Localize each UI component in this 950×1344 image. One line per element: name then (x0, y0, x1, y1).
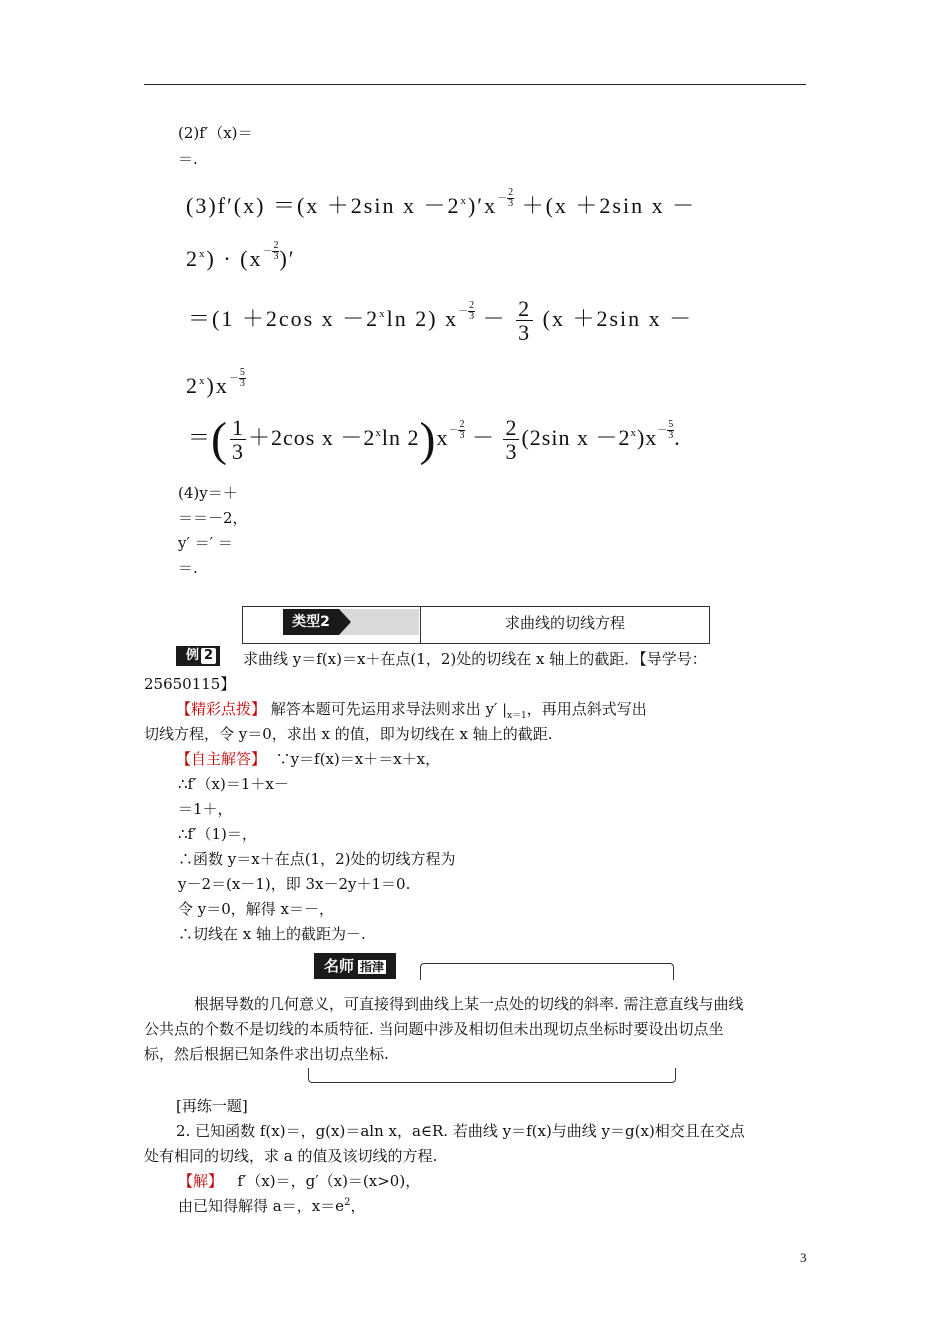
part4-line1: (4)y＝＋ (178, 484, 238, 502)
teacher-note-p2: 公共点的个数不是切线的本质特征. 当问题中涉及相切但未出现切点坐标时要设出切点坐 (144, 1020, 724, 1038)
practice-question-1: 2. 已知函数 f(x)＝，g(x)＝aln x，a∈R. 若曲线 y＝f(x)与曲线 y＝g(x)相交且在交点 (176, 1122, 745, 1140)
solution-line3: ＝1＋， (178, 800, 233, 818)
type-title: 求曲线的切线方程 (420, 607, 709, 643)
header-rule (144, 84, 806, 85)
formula-line3: ＝(1 ＋2cos $x -2^x\ln$ 2) x－ $\frac{2}{3}$ － $\frac{2}{3}$ (x ＋2sin x － (188, 296, 694, 345)
teacher-note-p3: 标，然后根据已知条件求出切点坐标. (144, 1045, 389, 1063)
formula-line4: $2^x)x-$ $\frac{5}{3}$ (186, 367, 245, 398)
solution-line5: ∴函数 y＝x＋在点(1，2)处的切线方程为 (178, 850, 456, 868)
page-number: 3 (800, 1250, 807, 1265)
answer-label: 【解】 (178, 1172, 224, 1190)
teacher-note-label: 名师 指津 (314, 953, 396, 979)
solution-line4: ∴f′（1)＝， (178, 825, 257, 843)
part4-line3: y′ ＝′ ＝ (178, 534, 233, 552)
part4-line2: ＝＝－2， (178, 509, 248, 527)
part2-line2: ＝. (178, 150, 198, 168)
practice-question-2: 处有相同的切线，求 a 的值及该切线的方程. (144, 1147, 438, 1165)
hint-line1: 【精彩点拨】 解答本题可先运用求导法则求出 y′ $|_{x=1}$，再用点斜式写出 (176, 700, 647, 721)
practice-answer-2: 由已知得解得 a＝，$x=e^2$， (178, 1197, 366, 1215)
part4-line4: ＝. (178, 559, 198, 577)
solution-line2: ∴f′（x)＝1＋x－ (178, 775, 289, 793)
hint-label: 【精彩点拨】 (176, 700, 267, 718)
formula-line5: ＝( $\frac{1}{3}$ ＋2cos $x -2^x\ln$ 2)x－ $\frac{2}{3}$ － $\frac{2}{3}$ (2sin $x -2^x)x-$ $\frac{5}{3}$. (188, 413, 681, 466)
hint-line2: 切线方程，令 y＝0，求出 x 的值，即为切线在 x 轴上的截距. (144, 725, 553, 743)
solution-line8: ∴切线在 x 轴上的截距为－. (178, 925, 366, 943)
practice-label: [再练一题] (176, 1097, 248, 1115)
formula-line1: (3)f′(x) ＝(x ＋2sin $x -2^x)'x-$ $\frac{2}{3} +(x +2\sin$ x － (186, 187, 697, 218)
solution-line7: 令 y＝0，解得 x＝－， (178, 900, 335, 918)
solution-line6: y－2＝(x－1)，即 3x－2y＋1＝0. (178, 875, 411, 893)
solution-label: 【自主解答】 (176, 750, 267, 768)
example-label: 例 2 (176, 646, 220, 666)
teacher-note-top-border (420, 963, 674, 980)
teacher-note-bottom-border (308, 1068, 676, 1083)
teacher-note-p1: 根据导数的几何意义，可直接得到曲线上某一点处的切线的斜率. 需注意直线与曲线 (194, 995, 744, 1013)
example-text-2: 25650115】 (144, 675, 236, 693)
part2-line1: (2)f′（x)＝ (178, 124, 253, 142)
example-text: 求曲线 y＝f(x)＝x＋在点(1，2)处的切线在 x 轴上的截距．【导学号： (243, 650, 707, 668)
solution-line1: 【自主解答】 ∵y＝f(x)＝x＋＝x＋x， (176, 750, 441, 768)
formula-line2: $2^x) \cdot (x-$ $\frac{2}{3})'$ (186, 240, 296, 271)
type-label-arrow (339, 609, 351, 635)
practice-answer-1: 【解】 f′（x)＝，g′（x)＝(x>0)， (178, 1172, 421, 1190)
type-label: 类型2 (283, 609, 339, 635)
